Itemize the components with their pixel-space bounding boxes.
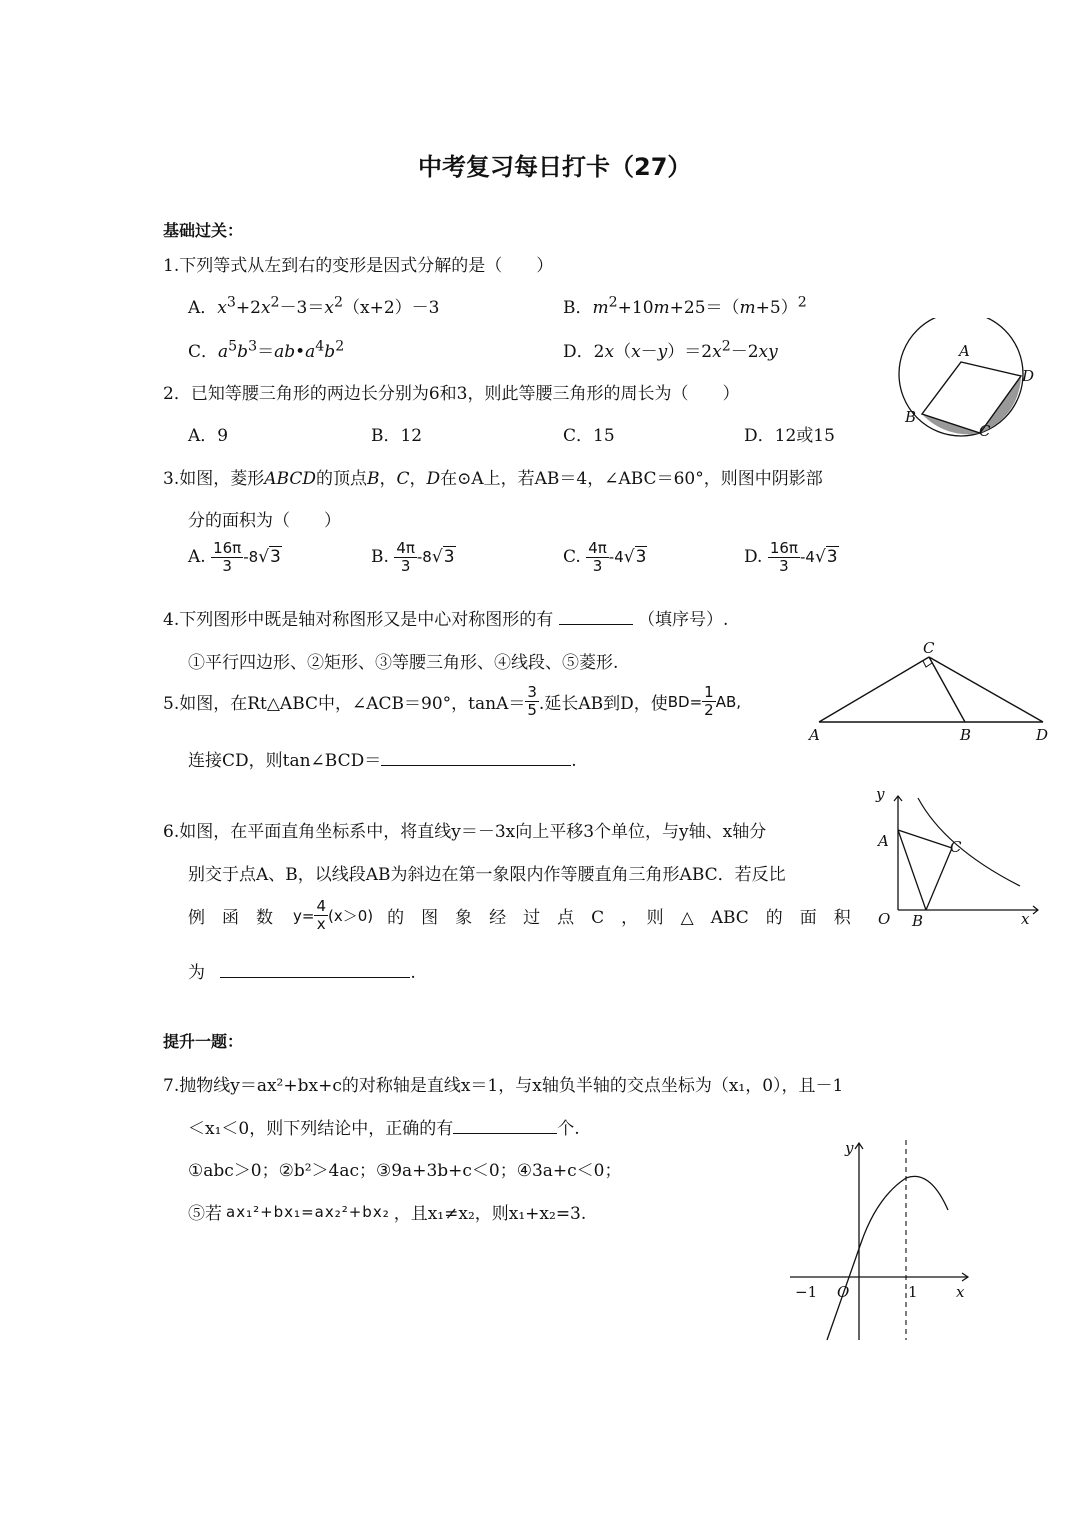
q3-figure xyxy=(895,318,1043,442)
question-4-items: ①平行四边形、②矩形、③等腰三角形、④线段、⑤菱形. xyxy=(188,653,619,673)
question-7-line4: ⑤若 ax₁²+bx₁=ax₂²+bx₂ ，且x₁≠x₂，则x₁+x₂=3. xyxy=(188,1202,587,1224)
q6-answer-blank[interactable] xyxy=(220,963,410,978)
q2-option-c: C．15 xyxy=(563,426,615,446)
q3-label-a: A xyxy=(959,342,970,360)
q7-answer-blank[interactable] xyxy=(453,1119,557,1134)
q4-answer-blank[interactable] xyxy=(559,610,633,625)
q7-figure xyxy=(785,1135,975,1345)
q3-label-d: D xyxy=(1022,367,1035,385)
q3-option-d: D. $\frac{16\pi}{3}$ -4√3 xyxy=(744,539,838,575)
page-title: 中考复习每日打卡（27） xyxy=(418,153,692,181)
q1-option-b: B．$m^2+10m+25=(m+5)^2$ xyxy=(563,294,807,318)
q7-label-o: O xyxy=(837,1283,850,1301)
question-3-stem: 3.如图，菱形ABCD的顶点B，C，D在⊙A上，若AB＝4，∠ABC＝60°，则图中阴影部 xyxy=(163,469,823,489)
q3-option-c: C. $\frac{4\pi}{3}$ -4√3 xyxy=(563,539,647,575)
q7-label-x: x xyxy=(956,1283,965,1301)
question-3-line2: 分的面积为（ ） xyxy=(188,511,341,531)
q7-label-y: y xyxy=(845,1139,854,1157)
q7-label-1: 1 xyxy=(908,1283,918,1301)
q3-label-b: B xyxy=(905,408,917,426)
q5-figure xyxy=(805,637,1055,747)
q6-label-c: C xyxy=(950,838,962,856)
question-1-stem: 1.下列等式从左到右的变形是因式分解的是（ ） xyxy=(163,256,554,276)
q7-label-minus1: −1 xyxy=(795,1283,818,1301)
q5-fraction: $\frac{3}{5}$ xyxy=(527,683,537,719)
q2-option-b: B．12 xyxy=(371,426,423,446)
q1-option-d: D．$2x(x-y)=2x^2-2xy$ xyxy=(563,338,778,362)
q6-figure xyxy=(870,784,1045,934)
q2-option-a: A．9 xyxy=(188,426,229,446)
question-6-line4: 为 . xyxy=(188,963,416,983)
question-6-line1: 6.如图，在平面直角坐标系中，将直线y＝－3x向上平移3个单位，与y轴、x轴分 xyxy=(163,822,767,842)
question-7-line1: 7.抛物线y＝ax²+bx+c的对称轴是直线x＝1，与x轴负半轴的交点坐标为（x₁，0），且－1 xyxy=(163,1076,844,1096)
q6-label-a: A xyxy=(878,832,889,850)
q1-option-a: A．$x^3+2x^2-3=x^2(x+2)-3$ xyxy=(188,294,440,318)
question-5-line2: 连接CD，则tan∠BCD＝ . xyxy=(188,751,577,771)
section-heading-basic: 基础过关： xyxy=(163,221,244,240)
question-6-line3: 例 函 数 y= $\frac{4}{x}$ (x＞0) 的 图 象 经 过 点 C ， 则 △ ABC 的 面 积 xyxy=(188,897,851,933)
q6-label-x: x xyxy=(1021,910,1030,928)
question-7-line2: ＜x₁＜0，则下列结论中，正确的有 个. xyxy=(188,1119,580,1139)
q3-label-c: C xyxy=(979,422,991,440)
q3-option-b: B. $\frac{4\pi}{3}$ -8√3 xyxy=(371,539,455,575)
q6-label-y: y xyxy=(876,785,885,803)
question-2-stem: 2．已知等腰三角形的两边长分别为6和3，则此等腰三角形的周长为（ ） xyxy=(163,384,740,404)
question-5-stem: 5.如图，在Rt△ABC中，∠ACB＝90°，tanA＝ $\frac{3}{5}$ .延长AB到D，使 BD= $\frac{1}{2}$ AB, xyxy=(163,683,742,719)
q5-fraction-2: $\frac{1}{2}$ xyxy=(704,683,714,719)
q5-label-b: B xyxy=(960,726,972,744)
q5-answer-blank[interactable] xyxy=(381,751,571,766)
q5-label-d: D xyxy=(1036,726,1049,744)
q5-label-c: C xyxy=(923,639,935,657)
q6-label-b: B xyxy=(912,912,924,930)
question-4-stem: 4.下列图形中既是轴对称图形又是中心对称图形的有 （填序号）. xyxy=(163,610,729,630)
question-7-line3: ①abc＞0；②b²＞4ac；③9a+3b+c＜0；④3a+c＜0； xyxy=(188,1161,622,1181)
q2-option-d: D．12或15 xyxy=(744,426,835,446)
q5-label-a: A xyxy=(809,726,820,744)
q6-label-o: O xyxy=(878,910,891,928)
question-6-line2: 别交于点A、B，以线段AB为斜边在第一象限内作等腰直角三角形ABC．若反比 xyxy=(188,865,786,885)
q1-option-c: C．$a^5b^3=ab•a^4b^2$ xyxy=(188,338,345,362)
q3-option-a: A. $\frac{16\pi}{3}$ -8√3 xyxy=(188,539,281,575)
section-heading-advanced: 提升一题： xyxy=(163,1032,244,1051)
